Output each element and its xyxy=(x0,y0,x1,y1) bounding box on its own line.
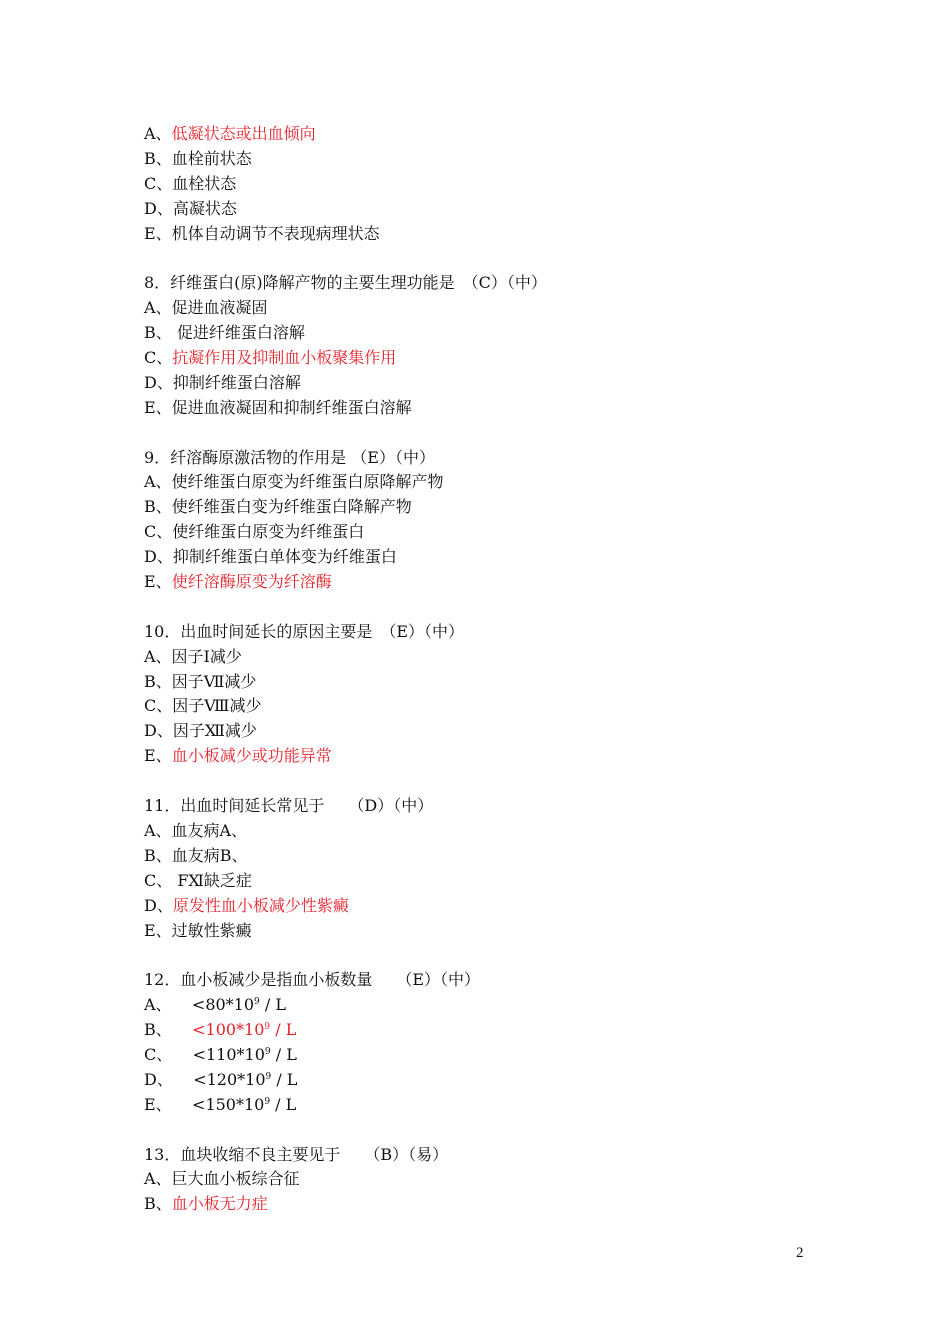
q11-option-b: B、血友病B、 xyxy=(144,845,248,865)
question-list xyxy=(144,122,824,1217)
q7-option-c: C、血栓状态 xyxy=(144,173,237,193)
q10-answer: 血小板减少或功能异常 xyxy=(171,746,332,766)
spacer xyxy=(144,1118,824,1143)
spacer xyxy=(144,421,824,446)
q8-stem: 8．纤维蛋白(原)降解产物的主要生理功能是 （C）（中） xyxy=(144,273,547,293)
q9-option-c: C、使纤维蛋白原变为纤维蛋白 xyxy=(144,522,365,542)
q8-option-b: B、 促进纤维蛋白溶解 xyxy=(144,323,305,343)
spacer xyxy=(144,246,824,271)
q8-option-e: E、促进血液凝固和抑制纤维蛋白溶解 xyxy=(144,397,412,417)
q11-stem: 11．出血时间延长常见于 （D）（中） xyxy=(144,796,434,816)
spacer xyxy=(144,943,824,968)
q7-option-d: D、高凝状态 xyxy=(144,198,237,218)
q12-option-d: D、 $<120*10^9 / L$ xyxy=(144,1069,298,1089)
q13-answer: 血小板无力症 xyxy=(171,1194,268,1214)
q12-option-b: B、 $<100*10^9 / L$ xyxy=(144,1020,297,1040)
q10-stem: 10．出血时间延长的原因主要是 （E）（中） xyxy=(144,621,465,641)
q11-option-c: C、 FⅪ缺乏症 xyxy=(144,870,252,890)
q10-option-d: D、因子Ⅻ减少 xyxy=(144,721,257,741)
q9-option-e: E、使纤溶酶原变为纤溶酶 xyxy=(144,572,332,592)
q7-option-e: E、机体自动调节不表现病理状态 xyxy=(144,223,380,243)
q12-option-e: E、 $<150*10^9 / L$ xyxy=(144,1094,297,1114)
q13-option-a: A、巨大血小板综合征 xyxy=(144,1169,300,1189)
q11-answer: 原发性血小板减少性紫癜 xyxy=(172,895,349,915)
q9-option-d: D、抑制纤维蛋白单体变为纤维蛋白 xyxy=(144,547,397,567)
q11-option-a: A、血友病A、 xyxy=(144,820,248,840)
q10-option-c: C、因子Ⅷ减少 xyxy=(144,696,262,716)
q8-answer: 抗凝作用及抑制血小板聚集作用 xyxy=(172,348,397,368)
q12-option-c: C、 $<110*10^9 / L$ xyxy=(144,1044,297,1064)
q8-option-c: C、抗凝作用及抑制血小板聚集作用 xyxy=(144,348,397,368)
q11-option-e: E、过敏性紫癜 xyxy=(144,920,252,940)
q9-option-a: A、使纤维蛋白原变为纤维蛋白原降解产物 xyxy=(144,472,444,492)
q12-answer: $<100*10^9 / L$ xyxy=(192,1020,297,1040)
q8-option-a: A、促进血液凝固 xyxy=(144,298,268,318)
q8-option-d: D、抑制纤维蛋白溶解 xyxy=(144,372,301,392)
q12-stem: 12．血小板减少是指血小板数量 （E）（中） xyxy=(144,970,481,990)
q10-option-a: A、因子I减少 xyxy=(144,646,242,666)
q7-option-a: A、低凝状态或出血倾向 xyxy=(144,124,316,143)
q12-option-a: A、 $<80*10^9 / L$ xyxy=(144,995,286,1015)
q9-stem: 9．纤溶酶原激活物的作用是 （E）（中） xyxy=(144,447,435,467)
q7-answer: 低凝状态或出血倾向 xyxy=(171,124,316,143)
q11-option-d: D、原发性血小板减少性紫癜 xyxy=(144,895,349,915)
q9-option-b: B、使纤维蛋白变为纤维蛋白降解产物 xyxy=(144,497,412,517)
q10-option-e: E、血小板减少或功能异常 xyxy=(144,746,332,766)
q13-stem: 13．血块收缩不良主要见于 （B）（易） xyxy=(144,1144,449,1164)
spacer xyxy=(144,769,824,794)
spacer xyxy=(144,595,824,620)
q9-answer: 使纤溶酶原变为纤溶酶 xyxy=(171,572,332,592)
q7-option-b: B、血栓前状态 xyxy=(144,148,252,168)
page-number: 2 xyxy=(796,1245,804,1261)
q10-option-b: B、因子Ⅶ减少 xyxy=(144,671,257,691)
q13-option-b: B、血小板无力症 xyxy=(144,1194,268,1214)
